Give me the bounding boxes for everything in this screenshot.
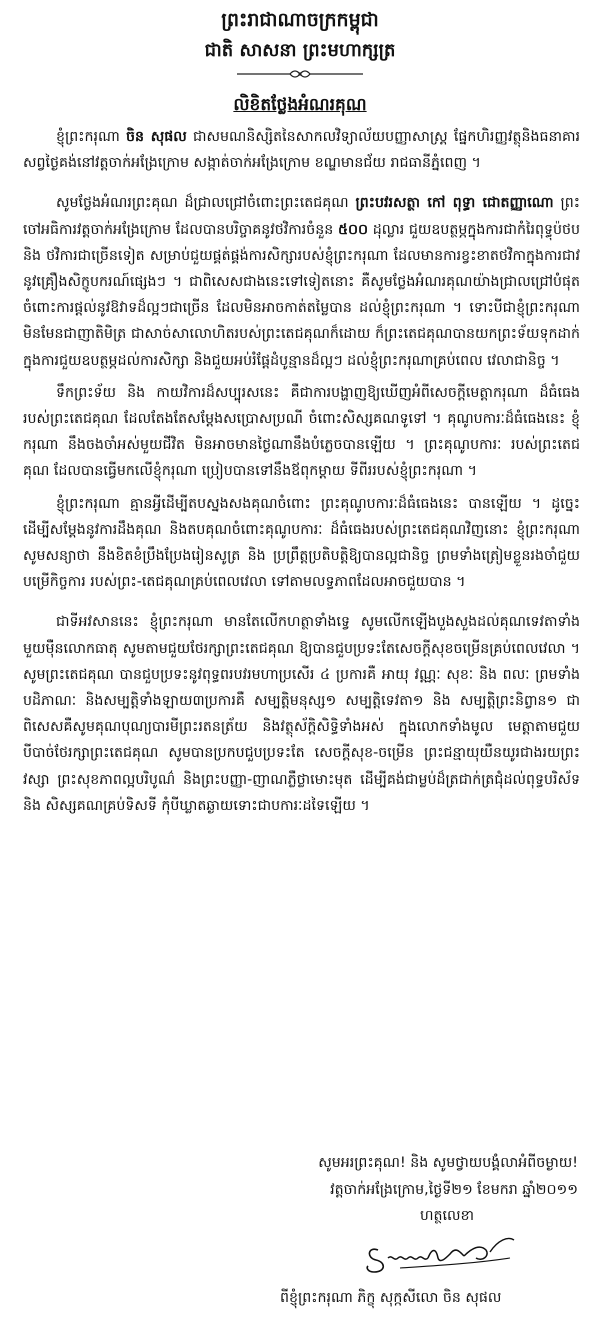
sender-name: ចិន សុផល xyxy=(126,129,187,145)
paragraph-thanks xyxy=(23,190,580,373)
text-segment: ខ្ញុំព្រះករុណា xyxy=(56,129,127,145)
paragraph-blessing xyxy=(23,609,580,819)
text-segment: ដុល្លារ ជួយឧបត្ថម្ភក្នុងការជាកំរៃពុទ្ធុប៉ថប និង ថវិការជាច្រើនទៀត សម្រាប់ជួយផ្គត់ផ្គង់ការសិក្សារបស់ខ្ញុំព្រះករុណា ដែលមានការខ្វះខាតថវិកាក្នុងការជាវនូវគ្រឿងសិក្ខូបករណ៍ផ្សេងៗ ។ ជាពិសេសជាងនេះទៅទៀតនោះ គឺសូមថ្លែងអំណរគុណយ៉ាងជ្រាលជ្រៅបំផុត ចំពោះការផ្តល់នូវឱវាទដ៏ល្អៗជាច្រើន ដែលមិនអាចកាត់តម្លៃបាន ដល់ខ្ញុំព្រះករុណា ។ ទោះបីជាខ្ញុំព្រះករុណា មិនមែនជាញាតិមិត្រ ជាសាច់សាលោហិតរបស់ព្រះតេជគុណក៏ដោយ ក៏ព្រះតេជគុណបានយកព្រះទ័យទុកដាក់ក្នុងការជួយឧបត្ថម្ភដល់ការសិក្សា និងជួយអប់រំផ្តែដំបូន្មានដ៏ល្អៗ ដល់ខ្ញុំព្រះករុណាគ្រប់ពេល វេលាជានិច្ច ។ xyxy=(23,221,580,369)
text-segment: ព្រះចៅអធិការវត្តចាក់អង្រែក្រោម ដែលបានបរិច្ចាគនូវថវិការចំនួន xyxy=(23,195,580,238)
signer-name: ពីខ្ញុំព្រះករុណា ភិក្ខុ សុក្កសីលោ ចិន សុផល xyxy=(280,1290,502,1306)
recipient-name: ព្រះបវរសត្ថា កៅ ពុទ្ធា ជោតញ្ញាណោ xyxy=(355,195,554,212)
text-segment: សូមថ្លែងអំណរព្រះគុណ ដ៏ជ្រាលជ្រៅចំពោះព្រះតេជគុណ xyxy=(56,195,356,212)
donation-amount: ៥០០ xyxy=(337,221,369,238)
signature-label: ហត្ថលេខា xyxy=(420,1208,475,1224)
closing-wish: សូមអរព្រះគុណ! និង សូមថ្វាយបង្គំលាអំពីចម្ងាយ! xyxy=(318,1155,578,1171)
handwritten-signature xyxy=(360,1228,530,1278)
letter-title: លិខិតថ្លែងអំណរគុណ xyxy=(233,95,367,115)
paragraph-intro xyxy=(23,124,580,176)
text-segment: ជាសមណនិស្សិតនៃសាកលវិទ្យាល័យបញ្ញាសាស្ត្រ ផ្នែកហិរញ្ញវត្ថុនិងធនាគារ សព្វថ្ងៃគង់នៅវត្តចាក់អង្រែក្រោម សង្កាត់ចាក់អង្រែក្រោម ខណ្ឌមានជ័យ រាជធានីភ្នំពេញ ។ xyxy=(23,129,580,172)
letter-body xyxy=(23,124,580,825)
paragraph-promise xyxy=(23,491,580,596)
closing-block xyxy=(158,1150,578,1204)
kingdom-heading: ព្រះរាជាណាចក្រកម្ពុជា xyxy=(221,9,379,31)
place-date: វត្តចាក់អង្រែក្រោម,ថ្ងៃទី២១ ខែមករា ឆ្នាំ២០១១ xyxy=(330,1182,578,1198)
text-segment: ទឹកព្រះទ័យ និង កាយវិការដ៏សប្បុរសនេះ គឺជាការបង្ហាញឱ្យឃើញអំពីសេចក្តីមេត្តាករុណា ដ៏ធំធេងរបស់ព្រះតេជគុណ ដែលតែងតែសម្តែងសប្រោសប្រណី ចំពោះសិស្សគណទូទៅ ។ គុណូបការៈដ៏ធំធេងនេះ ខ្ញុំករុណា នឹងចងចាំអស់មួយជីវិត មិនអាចមានថ្ងៃណានឹងបំភ្លេចបានឡើយ ។ ព្រះគុណូបការៈ របស់ព្រះតេជគុណ ដែលបានធ្វើមកលើខ្ញុំករុណា ប្រៀបបានទៅនឹងឪពុកម្តាយ ទីពីររបស់ខ្ញុំព្រះករុណា ។ xyxy=(23,384,580,480)
divider-ornament xyxy=(235,67,365,81)
text-segment: ជាទីអវសាននេះ ខ្ញុំព្រះករុណា មានតែលើកហត្ថាទាំងទ្វេ សូមលើកឡើងបួងសួងដល់គុណទេវតាទាំងមួយម៉ឺនលោកធាតុ សូមតាមជួយថែរក្សាព្រះតេជគុណ ឱ្យបានជួបប្រទះតែសេចក្តីសុខចម្រើនគ្រប់ពេលវេលា ។ សូមព្រះតេជគុណ បានជួបប្រទះនូវពុទ្ធពរបវរមហាប្រសើរ ៤ ប្រការគឺ អាយុ វណ្ណៈ សុខៈ និង ពលៈ ព្រមទាំងបដិភាណៈ និងសម្បត្តិទាំងឡាយ៣ប្រការគឺ សម្បត្តិមនុស្ស១ សម្បត្តិទេវតា១ និង សម្បត្តិព្រះនិព្វាន១ ជាពិសេសគឺសូមគុណបុណ្យបារមីព្រះរតនត្រ័យ និងវត្ថុស័ក្តិសិទ្ធិទាំងអស់ ក្នុងលោកទាំងមូល មេត្តាតាមជួយបីបាច់ថែរក្សាព្រះតេជគុណ សូមបានប្រកបជួបប្រទះតែ សេចក្តីសុខ-ចម្រើន ព្រះជន្មាយុយឺនយូរជាងរយព្រះវស្សា ព្រះសុខភាពល្អបរិបូណ៌ និងព្រះបញ្ញា-ញាណភ្លឺថ្លាមោះមុត ដើម្បីគង់ជាម្លប់ដ៏ត្រជាក់ត្រជុំដល់ពុទ្ធបរិស័ទ និង សិស្សគណគ្រប់ទិសទី កុំបីឃ្លាតឆ្ងាយទោះជាបការៈដទៃឡើយ ។ xyxy=(23,614,580,814)
paragraph-kindness xyxy=(23,380,580,485)
text-segment: ខ្ញុំព្រះករុណា គ្មានអ្វីដើម្បីតបស្នងសងគុណចំពោះ ព្រះគុណូបការៈដ៏ធំធេងនេះ បានឡើយ ។ ដូច្នេះ ដើម្បីសម្តែងនូវការដឹងគុណ និងតបគុណចំពោះគុណូបការៈ ដ៏ធំធេងរបស់ព្រះតេជគុណវិញនោះ ខ្ញុំព្រះករុណា សូមសន្យាថា នឹងខិតខំប្រឹងប្រែងរៀនសូត្រ និង ប្រព្រឹត្តប្រតិបត្តិឱ្យបានល្អជានិច្ច ព្រមទាំងត្រៀមខ្លួនរងចាំជួយបម្រើកិច្ចការ របស់ព្រះ-តេជគុណគ្រប់ពេលវេលា ទៅតាមលទ្ធភាពដែលអាចជួយបាន ។ xyxy=(23,495,580,591)
national-motto: ជាតិ សាសនា ព្រះមហាក្សត្រ xyxy=(204,40,396,61)
